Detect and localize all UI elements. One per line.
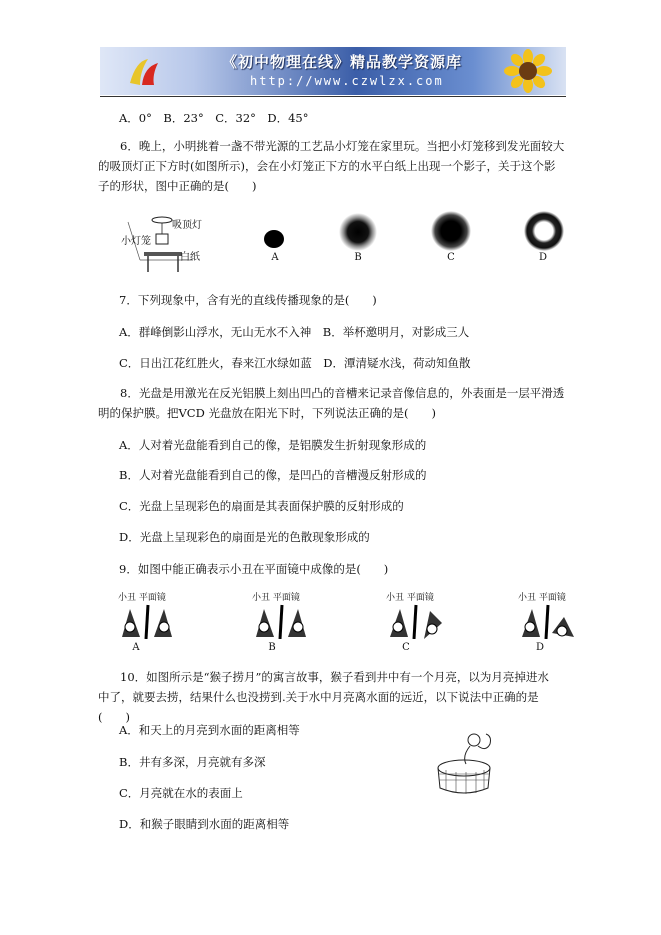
q9-fig-d-label: 小丑 平面镜 — [518, 593, 566, 603]
q10-option-d: D．和猴子眼睛到水面的距离相等 — [119, 817, 290, 831]
q9-fig-b-label: 小丑 平面镜 — [252, 593, 300, 603]
q10-option-b: B．井有多深，月亮就有多深 — [119, 755, 266, 769]
header-banner — [100, 47, 566, 95]
banner-title: 《初中物理在线》精品教学资源库 — [222, 53, 463, 71]
label-white-paper: 白纸 — [180, 252, 200, 263]
q10-line2: 中了，就要去捞，结果什么也没捞到.关于水中月亮离水面的远近，以下说法中正确的是( ) — [98, 690, 539, 724]
sunflower-icon — [504, 49, 552, 93]
banner-url[interactable]: http://www.czwlzx.com — [250, 74, 444, 88]
site-logo-icon — [126, 55, 162, 89]
q6-option-d-label: D — [538, 252, 548, 263]
q8-option-a: A．人对着光盘能看到自己的像，是铝膜发生折射现象形成的 — [119, 438, 427, 452]
q6-line2: 的吸顶灯正下方时(如图所示)，会在小灯笼正下方的水平白纸上出现一个影子，关于这个影 — [98, 159, 556, 173]
q6-shadow-c — [430, 210, 472, 252]
q6-option-b-label: B — [354, 252, 362, 263]
q7-options-cd: C．日出江花红胜火，春来江水绿如蓝 D．潭清疑水浅，荷动知鱼散 — [119, 356, 471, 370]
q9-option-a: A — [132, 642, 140, 653]
q9-fig-c-label: 小丑 平面镜 — [386, 593, 434, 603]
monkey-well-figure — [432, 730, 502, 796]
q8-stem — [98, 383, 568, 423]
q8-option-b: B．人对着光盘能看到自己的像，是凹凸的音槽漫反射形成的 — [119, 468, 427, 482]
q9-figure-c — [386, 603, 444, 639]
q9-option-c: C — [402, 642, 410, 653]
q6-option-c-label: C — [447, 252, 455, 263]
q9-option-d: D — [535, 642, 545, 653]
q6-stem — [98, 136, 568, 196]
q8-line1: 8．光盘是用激光在反光铝膜上刻出凹凸的音槽来记录音像信息的，外表面是一层平滑透 — [120, 386, 565, 400]
label-ceiling-lamp: 吸顶灯 — [172, 220, 202, 231]
q8-option-d: D．光盘上呈现彩色的扇面是光的色散现象形成的 — [119, 530, 370, 544]
q10-option-c: C．月亮就在水的表面上 — [119, 786, 243, 800]
q6-shadow-d — [522, 210, 566, 252]
q8-option-c: C．光盘上呈现彩色的扇面是其表面保护膜的反射形成的 — [119, 499, 404, 513]
q10-option-a: A．和天上的月亮到水面的距离相等 — [119, 723, 300, 737]
q7-options-ab: A．群峰倒影山浮水，无山无水不入神 B．举杯邀明月，对影成三人 — [119, 325, 470, 339]
q6-line1: 6．晚上，小明挑着一盏不带光源的工艺品小灯笼在家里玩。当把小灯笼移到发光面较大 — [120, 139, 565, 153]
label-lantern: 小灯笼 — [121, 236, 151, 247]
q7-stem: 7．下列现象中，含有光的直线传播现象的是( ) — [119, 293, 377, 307]
q10-stem — [98, 667, 568, 727]
q9-figure-b — [252, 603, 310, 639]
q6-shadow-b — [338, 212, 378, 252]
q6-option-a-label: A — [271, 252, 279, 263]
q9-stem: 9．如图中能正确表示小丑在平面镜中成像的是( ) — [119, 562, 389, 576]
q8-line2: 明的保护膜。把VCD 光盘放在阳光下时，下列说法正确的是( ) — [98, 406, 436, 420]
q9-figure-d — [518, 603, 576, 639]
q6-line3: 子的形状，图中正确的是( ) — [98, 179, 257, 193]
q10-line1: 10．如图所示是“猴子捞月”的寓言故事，猴子看到井中有一个月亮，以为月亮掉进水 — [120, 670, 549, 684]
header-rule — [100, 96, 566, 97]
q9-fig-a-label: 小丑 平面镜 — [118, 593, 166, 603]
q5-options: A．0° B．23° C．32° D．45° — [119, 111, 309, 125]
q9-figure-a — [118, 603, 176, 639]
q9-option-b: B — [268, 642, 276, 653]
q6-shadow-a — [262, 228, 286, 250]
